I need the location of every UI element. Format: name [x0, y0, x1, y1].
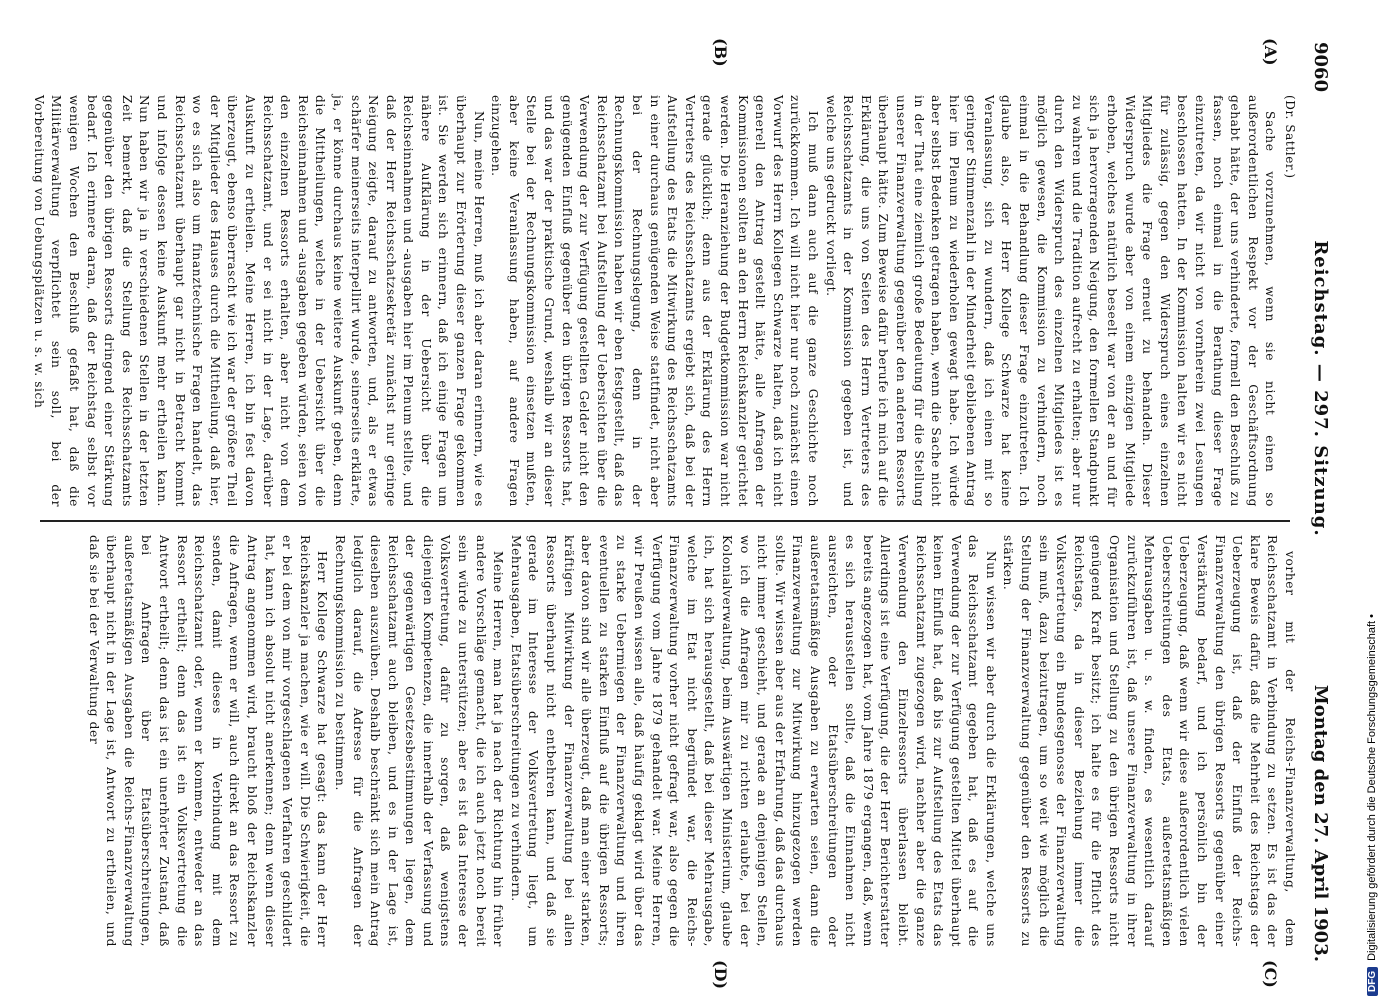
paragraph: Meine Herren, man hat ja nach der Richtung hin früher andere Vorschläge gemacht, die ich auch jetzt noch bereit sein würde zu unterstützen; aber es ist das Interesse der Volksvertretung, dafür zu sorgen, daß wenigstens diejenigen Kompetenzen, die innerhalb der Verfassung und der gegenwärtigen Gesetzesbestimmungen liegen, dem Reichsschatzamt auch bleiben, und es in der Lage ist, dieselben auszuüben. Deshalb beschränkt sich mein Antrag lediglich darauf, die Adresse für die Anfragen der Rechnungskommission zu bestimmen.: [332, 535, 506, 947]
paragraph: Ich muß dann auch auf die ganze Geschichte noch zurückkommen. Ich will nicht hier nur noch zunächst einen Vorwurf des Herrn Kollegen Schwarze halten, daß ich nicht generell den Antrag gestellt hätte, alle Anfragen der Kommissionen sollten an den Herrn Reichskanzler gerichtet werden. Die Heranziehung der Budgetkommission war nicht gerade glücklich; denn aus der Erklärung des Herrn Vertreters des Reichsschatzamts ergiebt sich, daß bei der Aufstellung des Etats die Mitwirkung des Reichsschatzamts in einer durchaus genügenden Weise stattfindet, nicht aber bei der Rechnungslegung, denn in der Rechnungskommission haben wir eben festgestellt, daß das Reichsschatzamt bei Aufstellung der Uebersichten über die Verwendung der zur Verfügung gestellten Gelder nicht den genügenden Einfluß gegenüber den übrigen Ressorts hat, und das war der praktische Grund, weshalb wir an dieser Stelle bei der Rechnungskommission einsetzen mußten, aber keine Veranlassung haben, auf andere Fragen einzugehen.: [489, 95, 820, 507]
session-title: Reichstag. — 297. Sitzung.: [1310, 240, 1332, 537]
section-marker-b: (B): [711, 38, 730, 67]
section-marker-d: (D): [711, 960, 730, 990]
paragraph: Herr Kollege Schwarze hat gesagt: das kann der Herr Reichskanzler ja machen, wie er will. Die Schwierigkeit, die er bei dem von mir vorgeschlagenen Verfahren geschildert hat, kann ich absolut nicht anerkennen; denn wenn dieser Antrag angenommen wird, braucht bloß der Reichskanzler die Anfragen, wenn er will, auch direkt an das Ressort zu senden, damit dieses in Verbindung mit dem Reichsschatzamt oder, wenn er kommen, entweder an das Ressort ertheilt; denn das ist ein Volksvertretung die Antwort ertheilt; denn das ist ein unerhörter Zustand, daß bei Anfragen über Etatsüberschreitungen, außeretatsmäßigen Ausgaben die Reichs-Finanzverwaltung überhaupt nicht in der Lage ist, Antwort zu ertheilen, und daß sie bei der Verwaltung der: [86, 535, 330, 947]
speaker-name: (Dr. Sattler.): [1283, 95, 1297, 179]
section-marker-a: (A): [1261, 38, 1280, 66]
credit-text: Digitalisierung gefördert durch die Deutsche Forschungsgemeinschaft •: [1366, 614, 1378, 961]
session-date: Montag den 27. April 1903.: [1310, 684, 1332, 962]
left-column: [31, 95, 1298, 507]
paragraph: Nun wissen wir aber durch die Erklärungen, welche uns das Reichsschatzamt gegeben hat, daß es auf die Verwendung der zur Verfügung gestellten Mittel überhaupt keinen Einfluß hat, daß bis zur Aufstellung des Etats das Reichsschatzamt zugezogen wird, nachher aber die ganze Verwendung den Einzelressorts überlassen bleibt. Allerdings ist eine Verfügung, die der Herr Berichterstatter bereits angezogen hat, vom Jahre 1879 ergangen, daß, wenn es sich herausstellen sollte, daß die Einnahmen nicht ausreichten, oder Etatsüberschreitungen oder außeretatsmäßige Ausgaben zu erwarten seien, dann die Finanzverwaltung zur Mitwirkung hinzugezogen werden sollte. Wir wissen aber aus der Erfahrung, daß das durchaus nicht immer geschieht, und gerade an denjenigen Stellen, wo ich die Anfragen mir zu richten erlaubte, bei der Kolonialverwaltung, beim Auswärtigen Ministerium, glaube ich, hat sich herausgestellt, daß bei dieser Mehrausgabe, welche im Etat nicht begründet war, die Reichs-Finanzverwaltung vorher nicht gefragt war, also gegen die Verfügung vom Jahre 1879 gehandelt war. Meine Herren, wir Preußen wissen alle, daß häufig geklagt wird über das zu starke Uebermiegen der Finanzverwaltung und ihren eventuellen zu starken Einfluß auf die übrigen Ressorts; aber davon sind wir alle überzeugt, daß man einer starken, kräftigen Mitwirkung der Finanzverwaltung bei allen Ressorts überhaupt nicht entbehren kann, und daß sie gerade im Interesse der Volksvertretung liegt, um Mehrausgaben, Etatsüberschreitungen zu verhindern.: [508, 535, 998, 947]
page-header: [1300, 42, 1342, 962]
page-number: 9060: [1310, 42, 1332, 93]
paragraph: Nun, meine Herren, muß ich aber daran erinnern, wie es überhaupt zur Erörterung dieser ganzen Frage gekommen ist. Sie werden sich erinnern, daß ich einige Fragen um nähere Aufklärung in der Uebersicht über die Reichseinnahmen und -ausgaben hier im Plenum stellte, und daß der Herr Reichsschatzsekretär zunächst nur geringe Neigung zeigte, darauf zu antworten, und, als er etwas schärfer meinerseits interpellirt wurde, seinerseits erklärte, ja, er könne durchaus keine weitere Auskunft geben, denn die Mittheilungen, welche in der Uebersicht über die Reichseinnahmen und -ausgaben gegeben würden, seien von den einzelnen Ressorts erhalten, aber nicht von dem Reichsschatzamt, und er sei nicht in der Lage, darüber Auskunft zu ertheilen. Meine Herren, ich bin fest davon überzeugt, ebenso überrascht wie ich war der größere Theil der Mitglieder des Hauses durch die Mittheilung, daß hier, wo es sich also um finanztechnische Fragen handelt, das Reichsschatzamt überhaupt gar nicht in Betracht kommt und infolge dessen keine Auskunft mehr ertheilen kann. Nun haben wir ja in verschiedenen Stellen in der letzten Zeit bemerkt, daß die Stellung des Reichsschatzamts gegenüber den übrigen Ressorts dringend einer Stärkung bedarf. Ich erinnere daran, daß der Reichstag selbst vor wenigen Wochen den Beschluß gefaßt hat, daß die Militärverwaltung verpflichtet sein soll, bei der Vorbereitung von Uebungsplätzen u. s. w. sich: [31, 95, 486, 507]
paragraph: vorher mit der Reichs-Finanzverwaltung, dem Reichsschatzamt in Verbindung zu setzen. Es ist das der klare Beweis dafür, daß die Mehrheit des Reichstags der Ueberzeugung ist, daß der Einfluß der Reichs-Finanzverwaltung den übrigen Ressorts gegenüber einer Verstärkung bedarf, und ich persönlich bin der Ueberzeugung, daß wenn wir diese außerordentlich vielen Ueberschreitungen des Etats, außeretatsmäßigen Mehrausgaben u. s. w. finden, es wesentlich darauf zurückzuführen ist, daß unsere Finanzverwaltung in ihrer Organisation und Stellung zu den übrigen Ressorts nicht genügend Kraft besitzt; ich halte es für die Pflicht des Reichstags, da in dieser Beziehung immer die Volksvertretung ein Bundesgenosse der Finanzverwaltung sein muß, dazu beizutragen, um so weit wie möglich die Stellung der Finanzverwaltung gegenüber den Ressorts zu stärken.: [1001, 535, 1297, 947]
paragraph: Sache vorzunehmen, wenn sie nicht einen so außerordentlichen Respekt vor der Geschäftsordnung gehabt hätte, der uns verhinderte, formell den Beschluß zu fassen, noch einmal in die Berathung dieser Frage einzutreten, da wir nicht von vornherein zwei Lesungen beschlossen hatten. In der Kommission halten wir es nicht für zulässig, gegen den Widerspruch eines einzelnen Mitgliedes die Frage erneut zu behandeln. Dieser Widerspruch wurde aber von einem einzigen Mitgliede erhoben, welches natürlich beseelt war von der an und für sich ja hervorragenden Neigung, den formellen Standpunkt zu wahren und die Tradition aufrecht zu erhalten; aber nur durch den Widerspruch des einzelnen Mitgliedes ist es möglich gewesen, die Kommission zu verhindern, noch einmal in die Behandlung dieser Frage einzutreten. Ich glaube also, der Herr Kollege Schwarze hat keine Veranlassung, sich zu wundern, daß ich einen mit so geringer Stimmenzahl in der Minderheit gebliebenen Antrag hier im Plenum zu wiederholen gewagt habe. Ich würde aber selbst Bedenken getragen haben, wenn die Sache nicht in der That eine ziemlich große Bedeutung für die Stellung unserer Finanzverwaltung gegenüber den anderen Ressorts überhaupt hätte. Zum Beweise dafür berufe ich mich auf die Erklärung, die uns von Seiten des Herrn Vertreters des Reichsschatzamts in der Kommission gegeben ist, und welche uns gedruckt vorliegt.: [823, 95, 1278, 507]
right-column: [36, 535, 1298, 947]
column-divider: [40, 520, 1290, 522]
section-marker-c: (C): [1261, 960, 1280, 988]
credit-text-line: [1364, 6, 1380, 996]
dfg-logo: DFG: [1367, 967, 1378, 996]
digitization-credit: [1362, 0, 1382, 1000]
